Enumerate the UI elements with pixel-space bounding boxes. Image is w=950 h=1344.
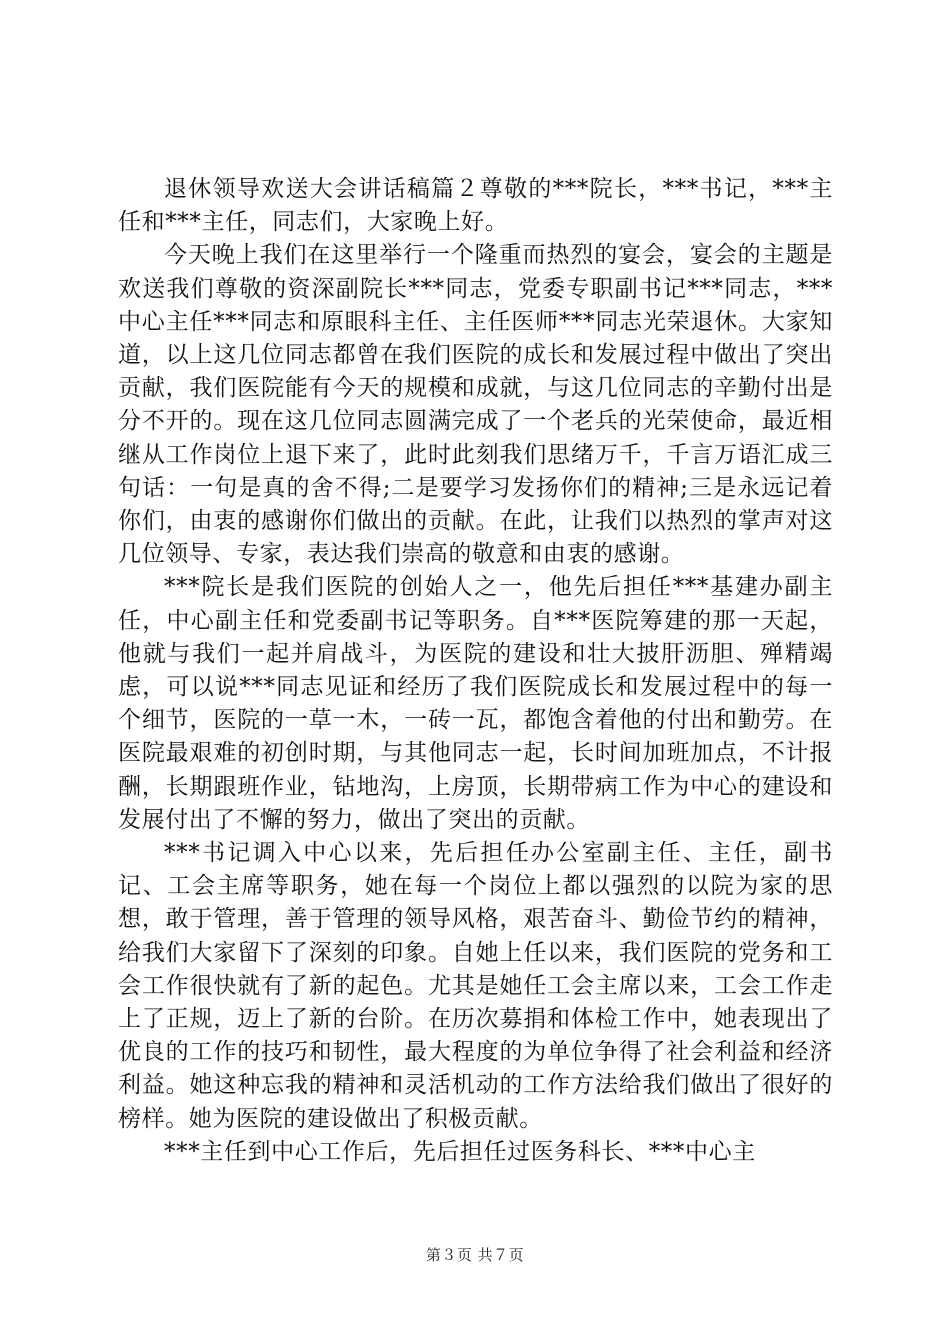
paragraph-5: ***主任到中心工作后，先后担任过医务科长、***中心主 — [164, 1138, 756, 1165]
paragraph-1: 退休领导欢送大会讲话稿篇２尊敬的***院长，***书记，***主任和***主任，同志们，大家晚上好。 — [118, 176, 833, 236]
paragraph-4: ***书记调入中心以来，先后担任办公室副主任、主任，副书记、工会主席等职务，她在每一个岗位上都以强烈的以院为家的思想，敢于管理，善于管理的领导风格，艰苦奋斗、勤俭节约的精神，给我们大家留下了深刻的印象。自她上任以来，我们医院的党务和工会工作很快就有了新的起色。尤其是她任工会主席以来，工会工作走上了正规，迈上了新的台阶。在历次募捐和体检工作中，她表现出了优良的工作的技巧和韧性，最大程度的为单位争得了社会利益和经济利益。她这种忘我的精神和灵活机动的工作方法给我们做出了很好的榜样。她为医院的建设做出了积极贡献。 — [118, 840, 833, 1132]
page-number-footer: 第３页 共７页 — [425, 1246, 525, 1264]
document-body — [118, 173, 833, 1169]
paragraph-3: ***院长是我们医院的创始人之一，他先后担任***基建办副主任，中心副主任和党委副书记等职务。自***医院筹建的那一天起，他就与我们一起并肩战斗，为医院的建设和壮大披肝沥胆、殚精竭虑，可以说***同志见证和经历了我们医院成长和发展过程中的每一个细节，医院的一草一木，一砖一瓦，都饱含着他的付出和勤劳。在医院最艰难的初创时期，与其他同志一起，长时间加班加点，不计报酬，长期跟班作业，钻地沟，上房顶，长期带病工作为中心的建设和发展付出了不懈的努力，做出了突出的贡献。 — [118, 574, 833, 833]
paragraph-2: 今天晚上我们在这里举行一个隆重而热烈的宴会，宴会的主题是欢送我们尊敬的资深副院长***同志，党委专职副书记***同志，***中心主任***同志和原眼科主任、主任医师***同志光荣退休。大家知道，以上这几位同志都曾在我们医院的成长和发展过程中做出了突出贡献，我们医院能有今天的规模和成就，与这几位同志的辛勤付出是分不开的。现在这几位同志圆满完成了一个老兵的光荣使命，最近相继从工作岗位上退下来了，此时此刻我们思绪万千，千言万语汇成三句话：一句是真的舍不得;二是要学习发扬你们的精神;三是永远记着你们，由衷的感谢你们做出的贡献。在此，让我们以热烈的掌声对这几位领导、专家，表达我们崇高的敬意和由衷的感谢。 — [118, 242, 833, 568]
